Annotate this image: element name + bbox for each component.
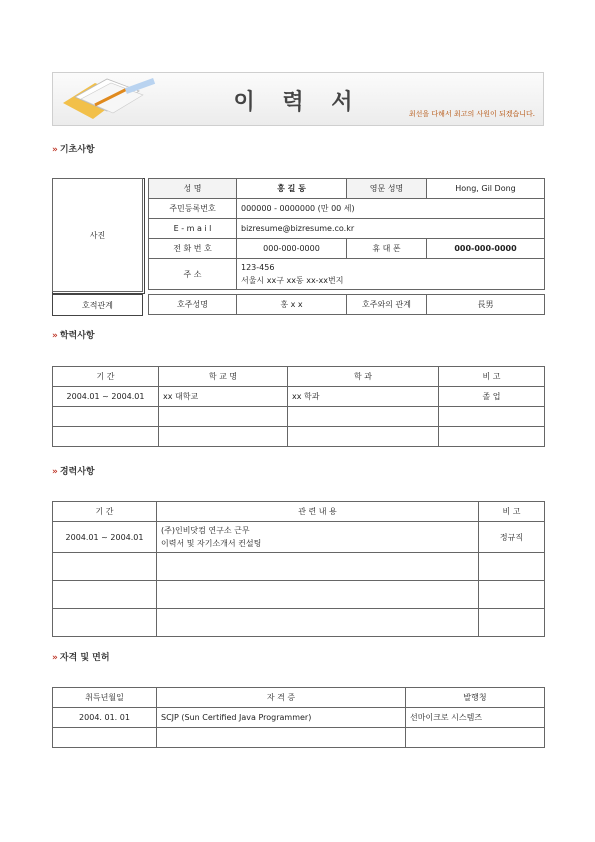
edu-header-major: 학 과 xyxy=(288,367,439,387)
edu-period xyxy=(53,407,159,427)
edu-school xyxy=(159,407,288,427)
career-period xyxy=(53,581,157,609)
career-header-note: 비 고 xyxy=(479,502,545,522)
double-chevron-icon: » xyxy=(52,331,56,341)
license-date xyxy=(53,728,157,748)
family-table xyxy=(148,294,545,315)
eng-name-label: 영문 성명 xyxy=(347,179,427,199)
career-content-line2: 이력서 및 자기소개서 컨설팅 xyxy=(161,539,262,548)
head-relation-label: 호주와의 관계 xyxy=(347,295,427,315)
table-row xyxy=(53,708,545,728)
email-value: bizresume@bizresume.co.kr xyxy=(237,219,545,239)
table-row xyxy=(53,522,545,553)
photo-label: 사진 xyxy=(89,230,106,240)
edu-period xyxy=(53,427,159,447)
license-header-name: 자 격 증 xyxy=(157,688,406,708)
table-row xyxy=(53,609,545,637)
career-period xyxy=(53,609,157,637)
career-period xyxy=(53,553,157,581)
career-note xyxy=(479,581,545,609)
head-name-label: 호주성명 xyxy=(149,295,237,315)
address-value xyxy=(237,259,545,290)
table-row xyxy=(53,407,545,427)
edu-school xyxy=(159,427,288,447)
edu-major xyxy=(288,427,439,447)
career-content xyxy=(157,522,479,553)
career-note: 정규직 xyxy=(479,522,545,553)
career-content xyxy=(157,553,479,581)
career-note xyxy=(479,609,545,637)
double-chevron-icon: » xyxy=(52,467,56,477)
edu-header-school: 학 교 명 xyxy=(159,367,288,387)
basic-info-table xyxy=(148,178,545,290)
name-label: 성 명 xyxy=(149,179,237,199)
license-table xyxy=(52,687,545,748)
edu-major xyxy=(288,407,439,427)
edu-note xyxy=(439,427,545,447)
license-header-date: 취득년월일 xyxy=(53,688,157,708)
edu-header-note: 비 고 xyxy=(439,367,545,387)
table-row xyxy=(53,553,545,581)
photo-box xyxy=(52,178,143,292)
double-chevron-icon: » xyxy=(52,653,56,663)
email-label: E - m a i l xyxy=(149,219,237,239)
career-note xyxy=(479,553,545,581)
slogan-text: 최선을 다해서 최고의 사원이 되겠습니다. xyxy=(408,110,535,118)
address-label: 주 소 xyxy=(149,259,237,290)
license-header-issuer: 발행청 xyxy=(406,688,545,708)
table-row xyxy=(53,728,545,748)
edu-note xyxy=(439,407,545,427)
edu-school: xx 대학교 xyxy=(159,387,288,407)
license-name: SCJP (Sun Certified Java Programmer) xyxy=(157,708,406,728)
mobile-value: 000-000-0000 xyxy=(427,239,545,259)
section-title-license: » 자격 및 면허 xyxy=(52,653,110,663)
double-chevron-icon: » xyxy=(52,145,56,155)
page-title: 이 력 서 xyxy=(233,90,363,115)
career-header-period: 기 간 xyxy=(53,502,157,522)
edu-period: 2004.01 ~ 2004.01 xyxy=(53,387,159,407)
eng-name-value: Hong, Gil Dong xyxy=(427,179,545,199)
phone-label: 전 화 번 호 xyxy=(149,239,237,259)
career-period: 2004.01 ~ 2004.01 xyxy=(53,522,157,553)
head-relation-value: 長男 xyxy=(427,295,545,315)
edu-header-period: 기 간 xyxy=(53,367,159,387)
table-row xyxy=(53,581,545,609)
head-name-value: 홍 x x xyxy=(237,295,347,315)
mobile-label: 휴 대 폰 xyxy=(347,239,427,259)
edu-note: 졸 업 xyxy=(439,387,545,407)
license-name xyxy=(157,728,406,748)
id-label: 주민등록번호 xyxy=(149,199,237,219)
section-title-basic: » 기초사항 xyxy=(52,145,95,155)
license-date: 2004. 01. 01 xyxy=(53,708,157,728)
license-issuer: 선마이크로 시스템즈 xyxy=(406,708,545,728)
id-value: 000000 - 0000000 (만 00 세) xyxy=(237,199,545,219)
table-row xyxy=(53,427,545,447)
career-table xyxy=(52,501,545,637)
career-header-content: 관 련 내 용 xyxy=(157,502,479,522)
name-value: 홍 길 동 xyxy=(237,179,347,199)
header-banner xyxy=(52,72,544,126)
family-relation-label: 호적관계 xyxy=(52,294,143,316)
career-content xyxy=(157,581,479,609)
section-title-education: » 학력사항 xyxy=(52,331,95,341)
career-content-line1: (주)인비닷컴 연구소 근무 xyxy=(161,526,250,535)
edu-major: xx 학과 xyxy=(288,387,439,407)
license-issuer xyxy=(406,728,545,748)
career-content xyxy=(157,609,479,637)
table-row xyxy=(53,387,545,407)
address-line2: 서울시 xx구 xx동 xx-xx번지 xyxy=(241,276,344,285)
address-line1: 123-456 xyxy=(241,263,275,272)
section-title-career: » 경력사항 xyxy=(52,467,95,477)
education-table xyxy=(52,366,545,447)
phone-value: 000-000-0000 xyxy=(237,239,347,259)
